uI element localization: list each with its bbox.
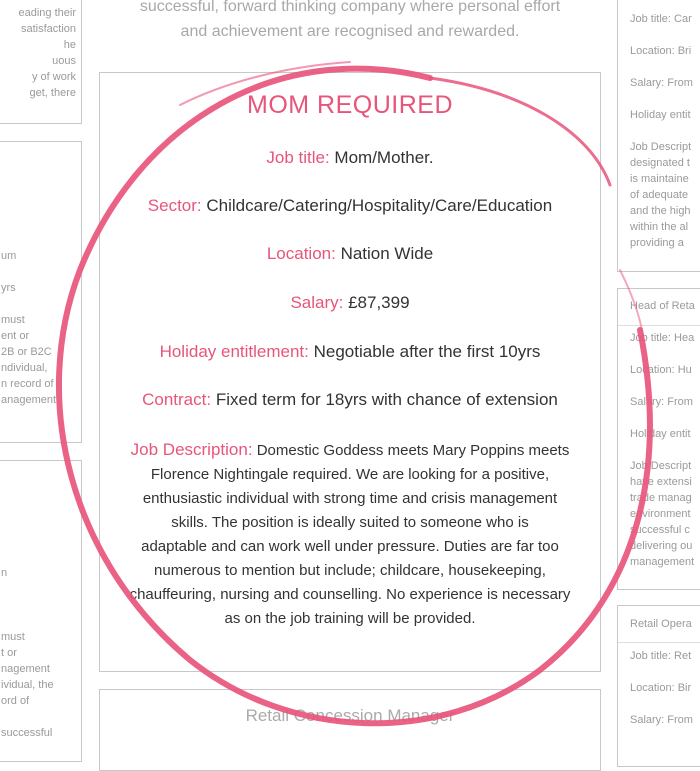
text-line: have extensi <box>630 476 692 488</box>
text-line: and the high <box>630 205 691 217</box>
sector-label: Sector: <box>147 196 202 215</box>
holiday-row: Holiday entit <box>630 109 691 121</box>
text-line: designated t <box>630 157 690 169</box>
text-line: must <box>1 631 25 643</box>
text-line: n record of <box>1 378 54 390</box>
text-line: ent or <box>1 330 30 342</box>
text-line: Job Descript <box>630 460 692 472</box>
description-line: as on the job training will be provided. <box>224 610 476 627</box>
right-job-card-2[interactable] <box>617 288 700 590</box>
text-line: of adequate <box>630 189 689 201</box>
left-card-1-text <box>0 5 76 101</box>
text-line: is maintaine <box>630 173 689 185</box>
text-line: providing a <box>630 237 684 249</box>
text-line: successful c <box>630 524 690 536</box>
description-line <box>112 438 588 463</box>
text-line: nagement <box>1 663 50 675</box>
text-line: delivering ou <box>630 540 693 552</box>
text-line: anagement <box>1 394 57 406</box>
description-line: skills. The position is ideally suited to someone who is <box>171 514 529 531</box>
holiday-field <box>100 342 600 362</box>
location-value: Nation Wide <box>340 244 434 263</box>
left-job-card-2[interactable] <box>0 141 82 443</box>
next-job-title: Retail Concession Manager <box>245 706 455 725</box>
salary-field <box>100 293 600 313</box>
text-line: n <box>1 567 8 579</box>
right-job-card-3[interactable] <box>617 605 700 767</box>
text-line: successful <box>1 727 53 739</box>
text-line: he <box>63 39 76 51</box>
left-job-card-3[interactable] <box>0 460 82 762</box>
text-line: ord of <box>1 695 30 707</box>
card-heading: Retail Opera <box>630 618 692 630</box>
text-line: ividual, the <box>1 679 54 691</box>
salary-row: Salary: From <box>630 77 693 89</box>
salary-value: £87,399 <box>348 293 410 312</box>
next-job-card[interactable] <box>99 689 601 771</box>
job-title-value: Mom/Mother. <box>334 148 434 167</box>
text-line: trade manag <box>630 492 692 504</box>
location-label: Location: <box>266 244 336 263</box>
previous-listing-line-2: and achievement are recognised and rewarded. <box>180 23 520 40</box>
text-line: um <box>1 250 17 262</box>
description-label: Job Description: <box>130 440 253 459</box>
text-line: environment <box>630 508 691 520</box>
description-line: enthusiastic individual with strong time and crisis management <box>142 490 558 507</box>
text-line: eading their <box>18 7 76 19</box>
holiday-label: Holiday entitlement: <box>159 342 309 361</box>
description-line: Florence Nightingale required. We are looking for a positive, <box>150 466 550 483</box>
job-title-row: Job title: Ret <box>630 650 692 662</box>
salary-row: Salary: From <box>630 714 693 726</box>
text-line: must <box>1 314 25 326</box>
description-line: adaptable and can work well under pressure. Duties are far too <box>141 538 559 555</box>
text-line: t or <box>1 647 17 659</box>
location-field <box>100 244 600 264</box>
previous-listing-line-1: successful, forward thinking company where personal effort <box>139 0 561 15</box>
location-row: Location: Bri <box>630 45 692 57</box>
holiday-value: Negotiable after the first 10yrs <box>313 342 541 361</box>
left-job-card-1[interactable] <box>0 0 82 124</box>
text-line: get, there <box>29 87 76 99</box>
text-line: management <box>630 556 695 568</box>
text-line: within the al <box>630 221 689 233</box>
description-line: numerous to mention but include; childcare, housekeeping, <box>154 562 546 579</box>
text-line: yrs <box>1 282 16 294</box>
job-description <box>112 438 588 631</box>
contract-label: Contract: <box>142 390 212 409</box>
sector-field <box>100 196 600 216</box>
location-row: Location: Bir <box>630 682 692 694</box>
text-line: uous <box>52 55 76 67</box>
card-heading: Head of Reta <box>630 300 695 312</box>
text-line: ndividual, <box>1 362 48 374</box>
right-job-card-1[interactable] <box>617 0 700 272</box>
job-heading: MOM REQUIRED <box>247 91 453 119</box>
featured-job-card[interactable] <box>99 72 601 672</box>
salary-label: Salary: <box>290 293 344 312</box>
job-title-field <box>100 148 600 168</box>
job-title-label: Job title: <box>266 148 330 167</box>
job-title-row: Job title: Car <box>630 13 692 25</box>
salary-row: Salary: From <box>630 396 693 408</box>
description-line: chauffeuring, nursing and counselling. No experience is necessary <box>129 586 571 603</box>
holiday-row: Holiday entit <box>630 428 691 440</box>
description-text: Domestic Goddess meets Mary Poppins meets <box>256 442 570 459</box>
previous-listing-text <box>100 0 600 44</box>
location-row: Location: Hu <box>630 364 692 376</box>
contract-field <box>100 390 600 410</box>
text-line: y of work <box>31 71 76 83</box>
text-line: 2B or B2C <box>1 346 52 358</box>
text-line: Job Descript <box>630 141 692 153</box>
job-title-row: Job title: Hea <box>630 332 695 344</box>
sector-value: Childcare/Catering/Hospitality/Care/Education <box>206 196 553 215</box>
contract-value: Fixed term for 18yrs with chance of extension <box>215 390 558 409</box>
text-line: satisfaction <box>20 23 76 35</box>
